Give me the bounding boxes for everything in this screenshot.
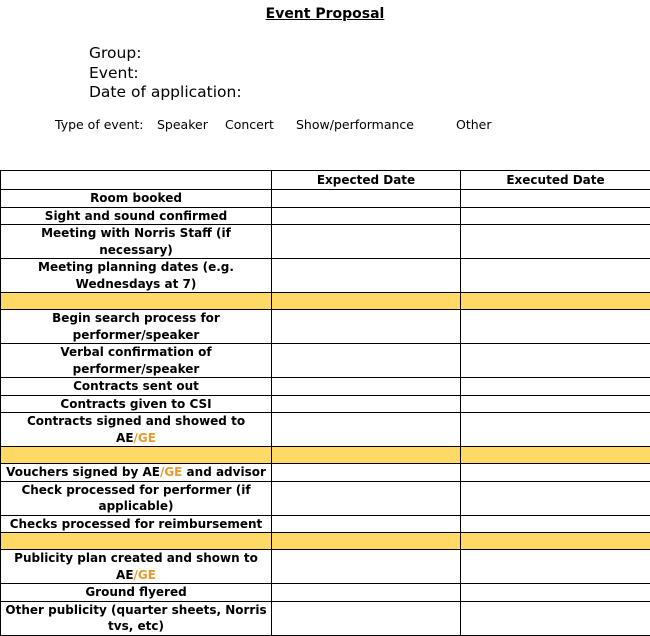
table-row: [1, 259, 650, 293]
expected-date-cell[interactable]: [272, 481, 461, 515]
task-label: Check processed for performer (if applicable): [1, 481, 272, 515]
task-label: Meeting with Norris Staff (if necessary): [1, 225, 272, 259]
event-type-show-performance[interactable]: Show/performance: [296, 117, 414, 132]
table-row: [1, 190, 650, 208]
ge-highlight: /GE: [160, 465, 182, 479]
event-type-concert[interactable]: Concert: [225, 117, 274, 132]
table-row: [1, 395, 650, 413]
group-field-label: Group:: [89, 44, 242, 64]
separator-cell: [1, 293, 272, 310]
event-field-label: Event:: [89, 64, 242, 84]
task-label: Checks processed for reimbursement: [1, 515, 272, 533]
event-type-row: [55, 117, 615, 133]
task-label: Other publicity (quarter sheets, Norris tvs, etc): [1, 601, 272, 635]
expected-date-cell[interactable]: [272, 190, 461, 208]
executed-date-cell[interactable]: [461, 190, 650, 208]
executed-date-cell[interactable]: [461, 344, 650, 378]
expected-date-cell[interactable]: [272, 601, 461, 635]
event-type-speaker[interactable]: Speaker: [157, 117, 208, 132]
task-label: Verbal confirmation of performer/speaker: [1, 344, 272, 378]
task-label: Publicity plan created and shown to AE/GE: [1, 550, 272, 584]
separator-cell: [1, 447, 272, 464]
separator-cell: [272, 293, 461, 310]
separator-cell: [1, 533, 272, 550]
expected-date-cell[interactable]: [272, 395, 461, 413]
executed-date-cell[interactable]: [461, 464, 650, 482]
executed-date-cell[interactable]: [461, 225, 650, 259]
table-row: [1, 584, 650, 602]
executed-date-cell[interactable]: [461, 550, 650, 584]
table-row: [1, 310, 650, 344]
header-cell-blank: [1, 171, 272, 190]
task-label: Room booked: [1, 190, 272, 208]
executed-date-cell[interactable]: [461, 378, 650, 396]
table-row: [1, 515, 650, 533]
table-header-row: [1, 171, 650, 190]
section-separator: [1, 447, 650, 464]
expected-date-cell[interactable]: [272, 550, 461, 584]
expected-date-cell[interactable]: [272, 584, 461, 602]
expected-date-cell[interactable]: [272, 464, 461, 482]
executed-date-cell[interactable]: [461, 207, 650, 225]
table-row: [1, 378, 650, 396]
executed-date-cell[interactable]: [461, 601, 650, 635]
executed-date-cell[interactable]: [461, 259, 650, 293]
task-label: Vouchers signed by AE/GE and advisor: [1, 464, 272, 482]
executed-date-cell[interactable]: [461, 395, 650, 413]
executed-date-cell[interactable]: [461, 310, 650, 344]
expected-date-cell[interactable]: [272, 207, 461, 225]
table-row: [1, 207, 650, 225]
task-label: Begin search process for performer/speaker: [1, 310, 272, 344]
separator-cell: [272, 533, 461, 550]
event-type-other[interactable]: Other: [456, 117, 492, 132]
header-executed-date: Executed Date: [461, 171, 650, 190]
table-row: [1, 601, 650, 635]
separator-cell: [461, 533, 650, 550]
table-row: [1, 464, 650, 482]
separator-cell: [461, 447, 650, 464]
task-label: Contracts sent out: [1, 378, 272, 396]
expected-date-cell[interactable]: [272, 225, 461, 259]
table-row: [1, 413, 650, 447]
table-row: [1, 481, 650, 515]
event-type-label: Type of event:: [55, 117, 144, 132]
ge-highlight: /GE: [134, 568, 156, 582]
section-separator: [1, 293, 650, 310]
executed-date-cell[interactable]: [461, 584, 650, 602]
separator-cell: [272, 447, 461, 464]
expected-date-cell[interactable]: [272, 259, 461, 293]
table-row: [1, 550, 650, 584]
proposal-table: [0, 170, 650, 636]
expected-date-cell[interactable]: [272, 413, 461, 447]
table-row: [1, 225, 650, 259]
header-fields: [89, 44, 242, 103]
expected-date-cell[interactable]: [272, 344, 461, 378]
date-of-application-label: Date of application:: [89, 83, 242, 103]
section-separator: [1, 533, 650, 550]
table-row: [1, 344, 650, 378]
expected-date-cell[interactable]: [272, 515, 461, 533]
executed-date-cell[interactable]: [461, 413, 650, 447]
executed-date-cell[interactable]: [461, 515, 650, 533]
page-title: Event Proposal: [0, 6, 650, 22]
header-expected-date: Expected Date: [272, 171, 461, 190]
expected-date-cell[interactable]: [272, 378, 461, 396]
task-label: Meeting planning dates (e.g. Wednesdays at 7): [1, 259, 272, 293]
executed-date-cell[interactable]: [461, 481, 650, 515]
task-label: Ground flyered: [1, 584, 272, 602]
expected-date-cell[interactable]: [272, 310, 461, 344]
task-label: Contracts signed and showed to AE/GE: [1, 413, 272, 447]
separator-cell: [461, 293, 650, 310]
task-label: Sight and sound confirmed: [1, 207, 272, 225]
task-label: Contracts given to CSI: [1, 395, 272, 413]
ge-highlight: /GE: [134, 431, 156, 445]
